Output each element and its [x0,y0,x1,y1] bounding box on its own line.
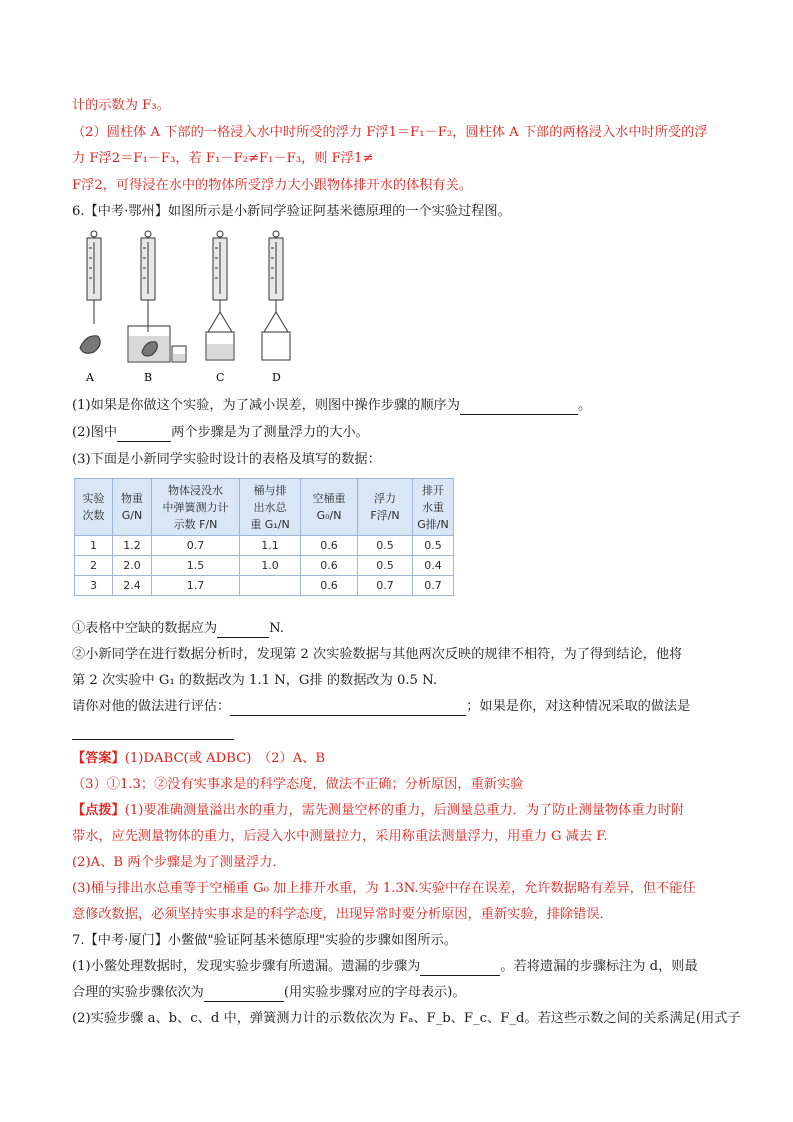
answer-line-1: 【答案】(1)DABC(或 ADBC) （2）A、B [72,751,326,766]
table-header: 物重 G/N [113,479,152,536]
fig-label-c: C [216,371,225,384]
prev-answer-line-3: 力 F浮2＝F₁－F₃，若 F₁－F₂≠F₁－F₃，则 F浮1≠ [72,151,374,166]
answer-blank[interactable] [117,427,171,442]
answer-blank[interactable] [460,400,578,415]
question-6-item-2-line-3: 请你对他的做法进行评估： ；如果是你，对这种情况采取的做法是 [72,699,691,714]
spring-balance-b [128,231,186,362]
table-header: 排开 水重 G排/N [413,479,454,536]
question-6-item-1: ①表格中空缺的数据应为 N. [72,621,284,636]
fig-label-d: D [272,371,281,384]
answer-blank[interactable] [217,623,269,638]
question-7-part-1-line-2: 合理的实验步骤依次为 (用实验步骤对应的字母表示)。 [72,985,466,1000]
question-7-title: 7.【中考·厦门】小鳖做"验证阿基米德原理"实验的步骤如图所示。 [72,933,457,948]
data-table [74,478,454,596]
prev-answer-line-2: （2）圆柱体 A 下部的一格浸入水中时所受的浮力 F浮1＝F₁－F₂，圆柱体 A 下部的两格浸入水中时所受的浮 [72,125,708,140]
tip-line-4: (3)桶与排出水总重等于空桶重 G₀ 加上排开水重，为 1.3N.实验中存在误差，允许数据略有差异，但不能任 [72,881,696,896]
answer-blank[interactable] [230,701,466,716]
table-header: 空桶重 G₀/N [301,479,358,536]
table-row: 2 2.0 1.5 1.0 0.6 0.5 0.4 [75,556,454,576]
table-header: 实验 次数 [75,479,113,536]
tip-tag: 【点拨】 [72,803,125,818]
question-6-trailing-blank [72,722,234,740]
answer-blank[interactable] [420,961,500,976]
question-6-part-1: (1)如果是你做这个实验，为了减小误差，则图中操作步骤的顺序为 。 [72,398,592,413]
table-row: 1 1.2 0.7 1.1 0.6 0.5 0.5 [75,536,454,556]
fig-label-b: B [144,371,153,384]
answer-blank[interactable] [72,725,234,740]
tip-line-2: 带水，应先测量物体的重力，后浸入水中测量拉力，采用称重法测量浮力，用重力 G 减去 F. [72,829,608,844]
answer-tag: 【答案】 [72,751,125,766]
spring-balance-d [262,231,290,360]
spring-balance-a [80,231,101,353]
table-header: 浮力 F浮/N [358,479,413,536]
question-6-part-2: (2)图中 两个步骤是为了测量浮力的大小。 [72,425,369,440]
tip-line-5: 意修改数据，必须坚持实事求是的科学态度，出现异常时要分析原因，重新实验，排除错误． [72,907,613,922]
question-7-part-2: (2)实验步骤 a、b、c、d 中，弹簧测力计的示数依次为 Fₐ、F_b、F_c、F_d。若这些示数之间的关系满足(用式子 [72,1011,741,1026]
table-header: 物体浸没水 中弹簧测力计 示数 F/N [152,479,240,536]
prev-answer-line-4: F浮2，可得浸在水中的物体所受浮力大小跟物体排开水的体积有关。 [72,178,472,193]
answer-line-2: （3）①1.3；②没有实事求是的科学态度，做法不正确；分析原因，重新实验 [72,777,524,792]
table-row: 3 2.4 1.7 0.6 0.7 0.7 [75,576,454,596]
question-6-item-2-line-1: ②小新同学在进行数据分析时，发现第 2 次实验数据与其他两次反映的规律不相符，为了得到结论，他将 [72,647,683,662]
question-7-part-1-line-1: (1)小鳖处理数据时，发现实验步骤有所遗漏。遗漏的步骤为 。若将遗漏的步骤标注为 d，则最 [72,959,698,974]
spring-balance-c [206,231,234,360]
answer-blank[interactable] [204,987,284,1002]
prev-answer-line-1: 计的示数为 F₃。 [72,98,170,113]
question-6-item-2-line-2: 第 2 次实验中 G₁ 的数据改为 1.1 N，G排 的数据改为 0.5 N. [72,673,438,688]
tip-line-1: 【点拨】(1)要准确测量溢出水的重力，需先测量空杯的重力，后测量总重力．为了防止测量物体重力时附 [72,803,685,818]
tip-line-3: (2)A、B 两个步骤是为了测量浮力． [72,855,286,870]
question-6-part-3: (3)下面是小新同学实验时设计的表格及填写的数据： [72,452,381,467]
fig-label-a: A [86,371,94,384]
experiment-figure [64,228,304,388]
question-6-title: 6.【中考·鄂州】如图所示是小新同学验证阿基米德原理的一个实验过程图。 [72,204,511,219]
table-header: 桶与排 出水总 重 G₁/N [240,479,301,536]
